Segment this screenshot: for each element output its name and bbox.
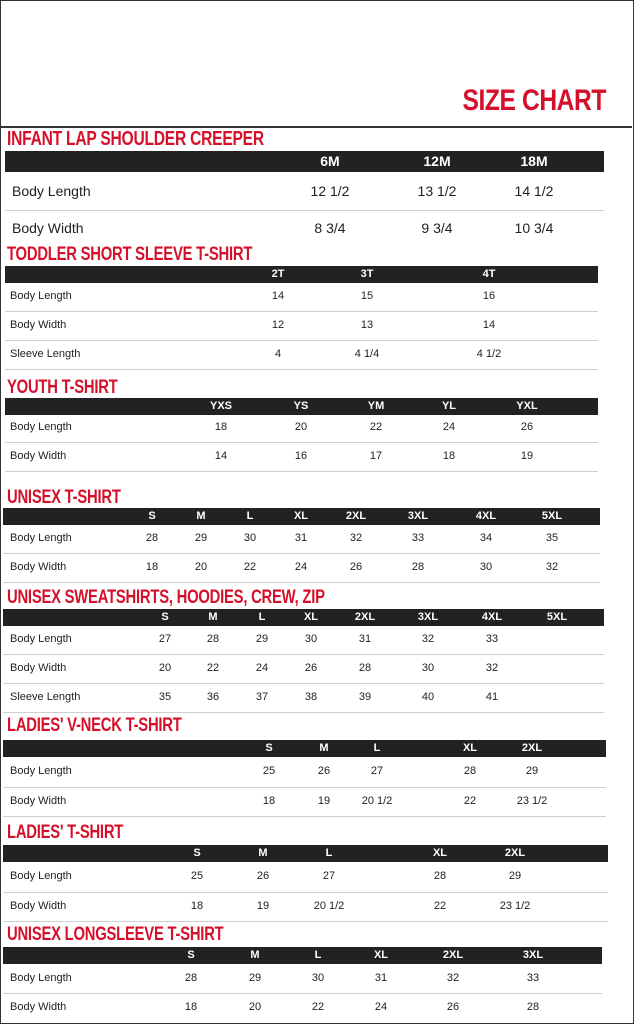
size-header-cell: M	[250, 949, 260, 961]
size-value: 40	[421, 691, 435, 704]
size-value: 32	[545, 561, 559, 574]
size-header-cell: XL	[373, 949, 389, 961]
size-header-cell: 3XL	[417, 611, 439, 623]
size-value: 14 1/2	[514, 182, 554, 199]
size-header-cell: S	[187, 949, 195, 961]
size-header-cell: 2XL	[504, 847, 526, 859]
size-value: 32	[421, 633, 435, 646]
size-value: 25	[190, 870, 204, 883]
size-value: 4	[274, 348, 282, 361]
row-label: Body Length	[10, 532, 72, 545]
size-value: 22	[369, 421, 383, 434]
size-value: 12 1/2	[310, 182, 350, 199]
size-header-cell: 2XL	[354, 611, 376, 623]
size-value: 24	[294, 561, 308, 574]
row-divider	[3, 993, 602, 994]
size-value: 20 1/2	[361, 795, 393, 808]
size-value: 20	[248, 1001, 262, 1014]
row-divider	[3, 921, 608, 922]
row-label: Body Width	[10, 450, 67, 463]
row-divider	[3, 683, 604, 684]
size-header-cell: 4XL	[481, 611, 503, 623]
size-value: 19	[256, 900, 270, 913]
row-label: Body Width	[10, 319, 67, 332]
row-divider	[3, 892, 608, 893]
size-value: 28	[145, 532, 159, 545]
row-label: Body Width	[10, 900, 67, 913]
row-divider	[5, 311, 598, 312]
row-divider	[3, 816, 606, 817]
size-value: 20 1/2	[313, 900, 345, 913]
row-label: Body Width	[10, 561, 67, 574]
size-value: 39	[358, 691, 372, 704]
size-value: 26	[349, 561, 363, 574]
size-value: 9 3/4	[421, 219, 453, 236]
size-header-cell: S	[161, 611, 169, 623]
title-box	[0, 0, 632, 128]
size-value: 20	[158, 662, 172, 675]
row-label: Body Length	[10, 972, 72, 985]
row-label: Body Length	[12, 182, 91, 199]
page-title: SIZE CHART	[462, 84, 606, 117]
size-value: 30	[243, 532, 257, 545]
size-value: 23 1/2	[499, 900, 531, 913]
size-value: 14	[482, 319, 496, 332]
size-value: 27	[158, 633, 172, 646]
size-value: 28	[526, 1001, 540, 1014]
size-value: 27	[322, 870, 336, 883]
size-value: 35	[545, 532, 559, 545]
row-label: Sleeve Length	[10, 691, 81, 704]
size-header-cell: 3T	[360, 268, 374, 280]
size-value: 28	[463, 765, 477, 778]
size-value: 38	[304, 691, 318, 704]
size-header-cell: YS	[293, 400, 309, 412]
size-value: 24	[442, 421, 456, 434]
size-header-cell: L	[325, 847, 333, 859]
size-header-cell: M	[258, 847, 268, 859]
section-title: LADIES' V-NECK T-SHIRT	[7, 715, 182, 736]
size-value: 41	[485, 691, 499, 704]
size-value: 27	[370, 765, 384, 778]
row-divider	[3, 654, 604, 655]
size-value: 22	[311, 1001, 325, 1014]
size-value: 36	[206, 691, 220, 704]
size-value: 4 1/2	[476, 348, 502, 361]
size-value: 29	[508, 870, 522, 883]
section-title: LADIES' T-SHIRT	[7, 822, 124, 843]
size-value: 28	[206, 633, 220, 646]
size-value: 20	[194, 561, 208, 574]
size-value: 18	[442, 450, 456, 463]
row-divider	[3, 712, 604, 713]
size-value: 16	[482, 290, 496, 303]
size-value: 13	[360, 319, 374, 332]
size-header-cell: 4XL	[475, 510, 497, 522]
size-value: 20	[294, 421, 308, 434]
section-title: YOUTH T-SHIRT	[7, 377, 118, 398]
size-header-cell: 2T	[271, 268, 285, 280]
size-value: 29	[255, 633, 269, 646]
size-value: 26	[520, 421, 534, 434]
section-title: UNISEX SWEATSHIRTS, HOODIES, CREW, ZIP	[7, 587, 325, 608]
size-value: 22	[433, 900, 447, 913]
size-value: 16	[294, 450, 308, 463]
size-header-cell: M	[319, 742, 329, 754]
size-value: 31	[374, 972, 388, 985]
size-value: 4 1/4	[354, 348, 380, 361]
row-divider	[3, 787, 606, 788]
size-value: 22	[243, 561, 257, 574]
size-header-cell: 5XL	[541, 510, 563, 522]
size-value: 23 1/2	[516, 795, 548, 808]
size-value: 30	[304, 633, 318, 646]
size-header-cell: M	[196, 510, 206, 522]
row-divider	[3, 582, 600, 583]
row-divider	[3, 553, 600, 554]
size-value: 29	[194, 532, 208, 545]
size-value: 29	[525, 765, 539, 778]
size-header-cell: L	[246, 510, 254, 522]
size-value: 15	[360, 290, 374, 303]
size-header-cell: L	[258, 611, 266, 623]
size-header-cell: 2XL	[521, 742, 543, 754]
size-value: 32	[446, 972, 460, 985]
size-value: 8 3/4	[314, 219, 346, 236]
row-divider	[5, 369, 598, 370]
size-header-cell: XL	[303, 611, 319, 623]
size-value: 18	[262, 795, 276, 808]
size-value: 26	[317, 765, 331, 778]
size-value: 26	[304, 662, 318, 675]
size-value: 28	[358, 662, 372, 675]
size-header-cell: YXL	[516, 400, 538, 412]
size-value: 29	[248, 972, 262, 985]
size-value: 30	[311, 972, 325, 985]
size-value: 28	[411, 561, 425, 574]
size-value: 18	[184, 1001, 198, 1014]
size-value: 37	[255, 691, 269, 704]
size-header-cell: 4T	[482, 268, 496, 280]
size-header-cell: YL	[441, 400, 457, 412]
size-header-cell: XL	[293, 510, 309, 522]
size-value: 14	[214, 450, 228, 463]
size-header-cell: XL	[462, 742, 478, 754]
row-label: Body Width	[10, 795, 67, 808]
section-title: TODDLER SHORT SLEEVE T-SHIRT	[7, 244, 253, 265]
size-value: 31	[358, 633, 372, 646]
size-value: 14	[271, 290, 285, 303]
size-header-cell: YM	[367, 400, 385, 412]
section-title: INFANT LAP SHOULDER CREEPER	[7, 128, 264, 150]
size-value: 28	[433, 870, 447, 883]
size-header-cell: 3XL	[407, 510, 429, 522]
row-label: Sleeve Length	[10, 348, 81, 361]
size-value: 35	[158, 691, 172, 704]
size-header-cell: XL	[432, 847, 448, 859]
row-divider	[5, 210, 604, 211]
size-value: 22	[463, 795, 477, 808]
size-value: 17	[369, 450, 383, 463]
size-header-cell: S	[193, 847, 201, 859]
size-header-cell: 18M	[520, 153, 548, 169]
row-label: Body Width	[10, 1001, 67, 1014]
size-value: 26	[256, 870, 270, 883]
size-header-cell: L	[373, 742, 381, 754]
size-value: 18	[145, 561, 159, 574]
size-value: 26	[446, 1001, 460, 1014]
size-value: 33	[411, 532, 425, 545]
size-value: 22	[206, 662, 220, 675]
row-label: Body Length	[10, 421, 72, 434]
size-value: 28	[184, 972, 198, 985]
size-header-cell: YXS	[209, 400, 232, 412]
size-value: 30	[479, 561, 493, 574]
size-header-cell: 5XL	[546, 611, 568, 623]
size-value: 31	[294, 532, 308, 545]
size-value: 24	[374, 1001, 388, 1014]
size-header-cell: 3XL	[522, 949, 544, 961]
size-value: 19	[520, 450, 534, 463]
size-header-cell: M	[208, 611, 218, 623]
size-header-cell: 2XL	[345, 510, 367, 522]
size-value: 25	[262, 765, 276, 778]
size-header-cell: 6M	[320, 153, 340, 169]
row-label: Body Length	[10, 870, 72, 883]
size-value: 32	[485, 662, 499, 675]
row-divider	[5, 442, 598, 443]
size-value: 33	[485, 633, 499, 646]
section-title: UNISEX LONGSLEEVE T-SHIRT	[7, 924, 224, 945]
size-value: 32	[349, 532, 363, 545]
size-value: 34	[479, 532, 493, 545]
size-value: 19	[317, 795, 331, 808]
size-value: 30	[421, 662, 435, 675]
size-header-cell: S	[265, 742, 273, 754]
size-header-cell: 2XL	[442, 949, 464, 961]
size-value: 10 3/4	[514, 219, 554, 236]
size-header-cell: S	[148, 510, 156, 522]
size-value: 18	[190, 900, 204, 913]
row-divider	[5, 471, 598, 472]
size-value: 24	[255, 662, 269, 675]
size-header-cell: 12M	[423, 153, 451, 169]
row-label: Body Width	[10, 662, 67, 675]
row-label: Body Length	[10, 765, 72, 778]
row-label: Body Width	[12, 219, 84, 236]
section-title: UNISEX T-SHIRT	[7, 487, 121, 508]
size-value: 12	[271, 319, 285, 332]
size-value: 33	[526, 972, 540, 985]
size-value: 18	[214, 421, 228, 434]
size-value: 13 1/2	[417, 182, 457, 199]
row-divider	[5, 340, 598, 341]
row-label: Body Length	[10, 633, 72, 646]
row-label: Body Length	[10, 290, 72, 303]
size-header-cell: L	[314, 949, 322, 961]
